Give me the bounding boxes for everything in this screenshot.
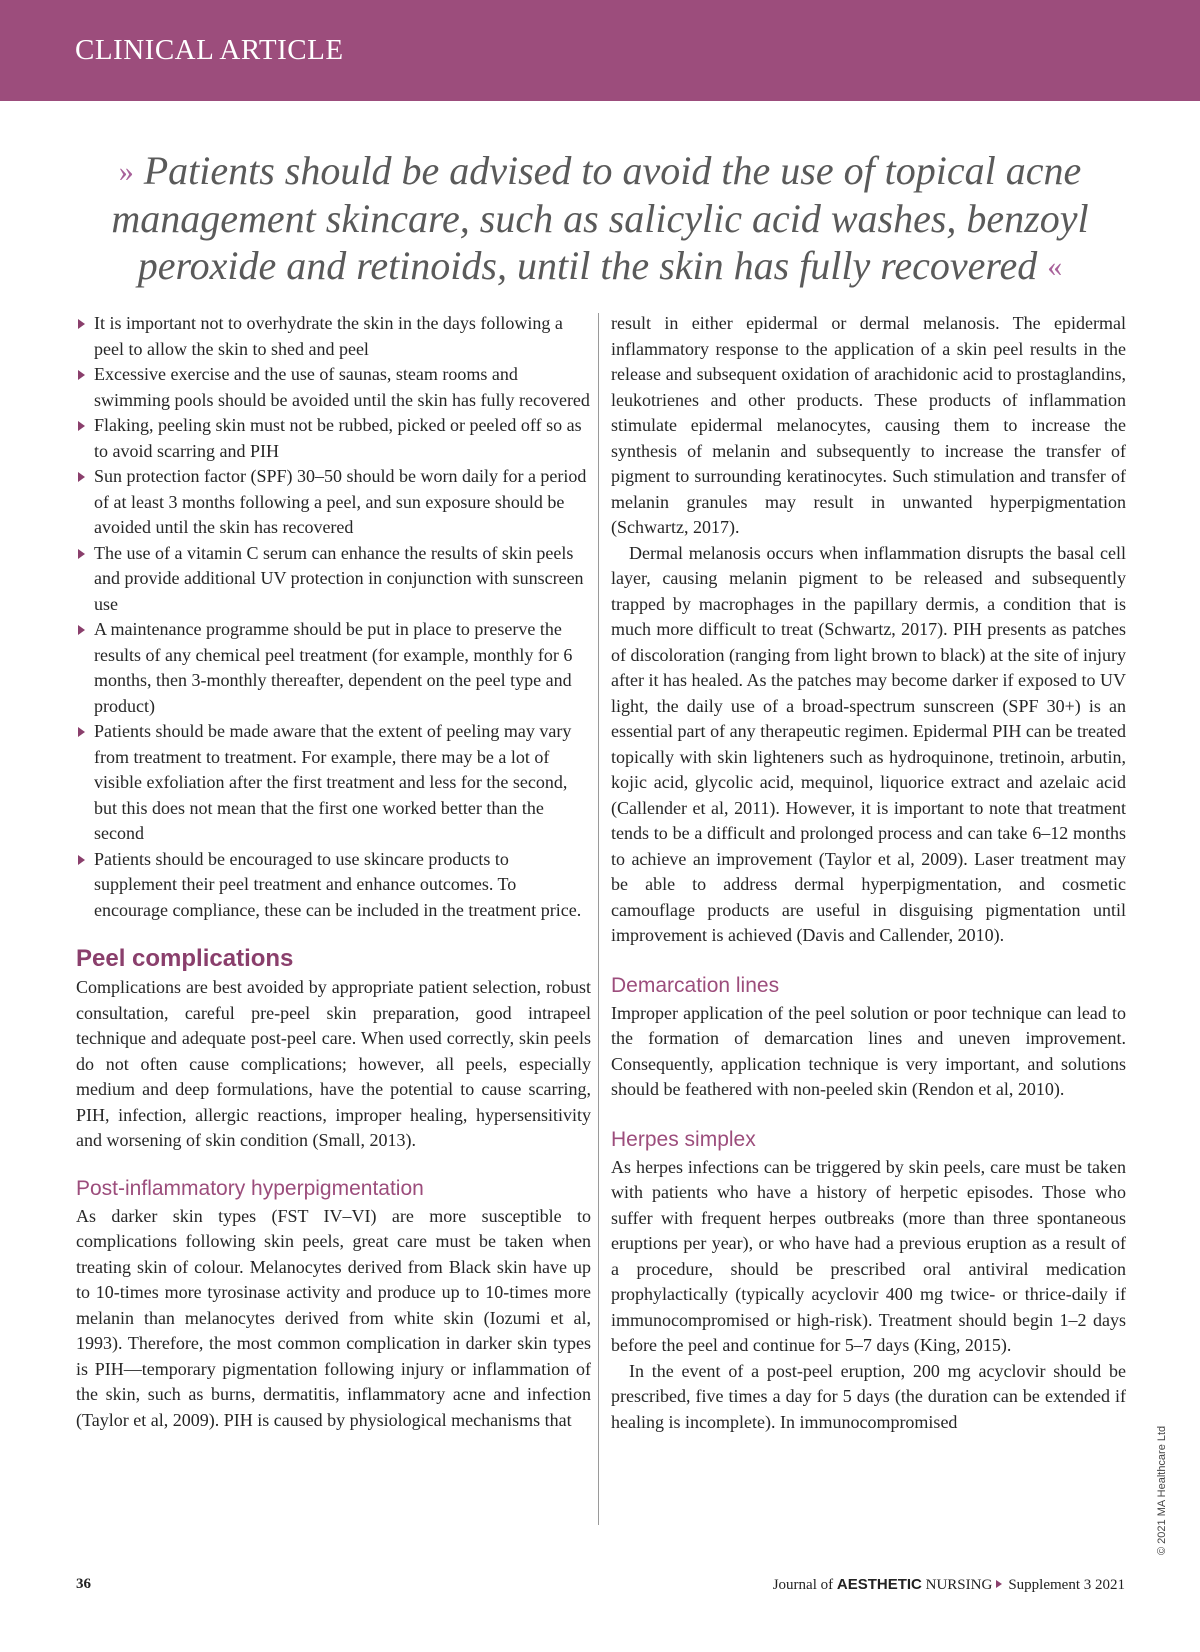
herpes-paragraph: As herpes infections can be triggered by skin peels, care must be taken with patients who have a history of herpetic episodes. Those who suffer with frequent herpes outbreaks (more than three spontaneous eruptions per year), or who have had a previous eruption as a result of a procedure, should be prescribed oral antiviral medication prophylactically (typically acyclovir 400 mg twice- or thrice-daily if immunocompromised or high-risk). Treatment should begin 1–2 days before the peel and continue for 5–7 days (King, 2015). <box>611 1156 1126 1355</box>
triangle-bullet-icon <box>78 727 85 737</box>
journal-suffix: NURSING <box>925 1577 993 1593</box>
triangle-bullet-icon <box>78 625 85 635</box>
pih-heading: Post-inflammatory hyperpigmentation <box>76 1176 424 1200</box>
pull-quote-text: Patients should be advised to avoid the use of topical acne management skincare, such as salicylic acid washes, benzoyl peroxide and retinoids, until the skin has fully recovered <box>111 148 1089 288</box>
bullet-item <box>76 413 591 464</box>
herpes-heading: Herpes simplex <box>611 1127 756 1151</box>
triangle-bullet-icon <box>78 421 85 431</box>
header-banner <box>0 0 1200 101</box>
triangle-bullet-icon <box>78 549 85 559</box>
quote-close-mark: « <box>1047 250 1063 283</box>
triangle-bullet-icon <box>78 370 85 380</box>
journal-footer <box>773 1576 1125 1594</box>
aftercare-bullet-list <box>76 311 591 923</box>
section-label: CLINICAL ARTICLE <box>75 34 344 66</box>
bullet-text: Patients should be made aware that the extent of peeling may vary from treatment to treatment. For example, there may be a lot of visible exfoliation after the first treatment and less for the second, but this does not mean that the first one worked better than the second <box>94 721 572 843</box>
demarcation-heading: Demarcation lines <box>611 973 780 997</box>
quote-open-mark: » <box>118 155 134 188</box>
bullet-text: It is important not to overhydrate the skin in the days following a peel to allow the skin to shed and peel <box>94 313 563 359</box>
journal-issue: Supplement 3 2021 <box>1008 1577 1125 1593</box>
bullet-text: The use of a vitamin C serum can enhance the results of skin peels and provide additional UV protection in conjunction with sunscreen use <box>94 542 584 614</box>
herpes-eruption-paragraph: In the event of a post-peel eruption, 200 mg acyclovir should be prescribed, five times a day for 5 days (the duration can be extended if healing is incomplete). In immunocompromised <box>611 1360 1126 1432</box>
page-number: 36 <box>76 1576 91 1592</box>
bullet-item <box>76 311 591 362</box>
journal-brand: AESTHETIC <box>836 1576 922 1593</box>
triangle-separator-icon <box>996 1580 1002 1588</box>
bullet-text: Flaking, peeling skin must not be rubbed, picked or peeled off so as to avoid scarring and PIH <box>94 415 582 461</box>
copyright-notice: © 2021 MA Healthcare Ltd <box>1156 1425 1168 1555</box>
triangle-bullet-icon <box>78 472 85 482</box>
left-column <box>76 311 591 1433</box>
pih-paragraph: As darker skin types (FST IV–VI) are more susceptible to complications following skin peels, great care must be taken when treating skin of colour. Melanocytes derived from Black skin have up to 10-times more tyrosinase activity and produce up to 10-times more melanin than melanocytes derived from white skin (Iozumi et al, 1993). Therefore, the most common complication in darker skin types is PIH—temporary pigmentation following injury or inflammation of the skin, such as burns, dermatitis, inflammatory acne and infection (Taylor et al, 2009). PIH is caused by physiological mechanisms that <box>76 1205 591 1430</box>
melanosis-paragraph: result in either epidermal or dermal melanosis. The epidermal inflammatory response to the application of a skin peel results in the release and subsequent oxidation of arachidonic acid to prostaglandins, leukotrienes and other products. These products of inflammation stimulate epidermal melanocytes, causing them to increase the synthesis of melanin and subsequently to increase the transfer of pigment to surrounding keratinocytes. Such stimulation and transfer of melanin granules may result in unwanted hyperpigmentation (Schwartz, 2017). <box>611 313 1126 537</box>
bullet-text: Sun protection factor (SPF) 30–50 should be worn daily for a period of at least 3 months following a peel, and sun exposure should be avoided until the skin has recovered <box>94 466 587 537</box>
complications-heading: Peel complications <box>76 945 294 972</box>
bullet-text: Patients should be encouraged to use skincare products to supplement their peel treatment and enhance outcomes. To encourage compliance, these can be included in the treatment price. <box>94 848 582 920</box>
dermal-melanosis-paragraph: Dermal melanosis occurs when inflammation disrupts the basal cell layer, causing melanin pigment to be released and subsequently trapped by macrophages in the papillary dermis, a condition that is much more difficult to treat (Schwartz, 2017). PIH presents as patches of discoloration (ranging from light brown to black) at the site of injury after it has healed. As the patches may become darker if exposed to UV light, the daily use of a broad-spectrum sunscreen (SPF 30+) is an essential part of any therapeutic regimen. Epidermal PIH can be treated topically with skin lighteners such as hydroquinone, tretinoin, arbutin, kojic acid, glycolic acid, mequinol, liquorice extract and azelaic acid (Callender et al, 2011). However, it is important to note that treatment tends to be a difficult and prolonged process and can take 6–12 months to achieve an improvement (Taylor et al, 2009). Laser treatment may be able to address dermal hyperpigmentation, and cosmetic camouflage products are useful in disguising pigmentation until improvement is achieved (Davis and Callender, 2010). <box>611 542 1126 945</box>
right-column <box>611 311 1126 1435</box>
bullet-item <box>76 847 591 924</box>
bullet-item <box>76 464 591 541</box>
journal-prefix: Journal of <box>772 1577 834 1593</box>
demarcation-paragraph: Improper application of the peel solution or poor technique can lead to the formation of demarcation lines and uneven improvement. Consequently, application technique is very important, and solutions should be feathered with non-peeled skin (Rendon et al, 2010). <box>611 1002 1126 1099</box>
bullet-text: A maintenance programme should be put in place to preserve the results of any chemical peel treatment (for example, monthly for 6 months, then 3-monthly thereafter, dependent on the peel type and product) <box>94 619 573 716</box>
triangle-bullet-icon <box>78 319 85 329</box>
bullet-item <box>76 362 591 413</box>
pull-quote <box>110 147 1090 290</box>
complications-paragraph: Complications are best avoided by appropriate patient selection, robust consultation, careful pre-peel skin preparation, good intrapeel technique and adequate post-peel care. When used correctly, skin peels do not often cause complications; however, all peels, especially medium and deep formulations, have the potential to cause scarring, PIH, infection, allergic reactions, improper healing, hypersensitivity and worsening of skin condition (Small, 2013). <box>76 977 591 1150</box>
bullet-text: Excessive exercise and the use of saunas, steam rooms and swimming pools should be avoided until the skin has fully recovered <box>94 364 590 410</box>
bullet-item <box>76 719 591 847</box>
triangle-bullet-icon <box>78 855 85 865</box>
bullet-item <box>76 541 591 618</box>
bullet-item <box>76 617 591 719</box>
column-divider <box>598 313 599 1525</box>
